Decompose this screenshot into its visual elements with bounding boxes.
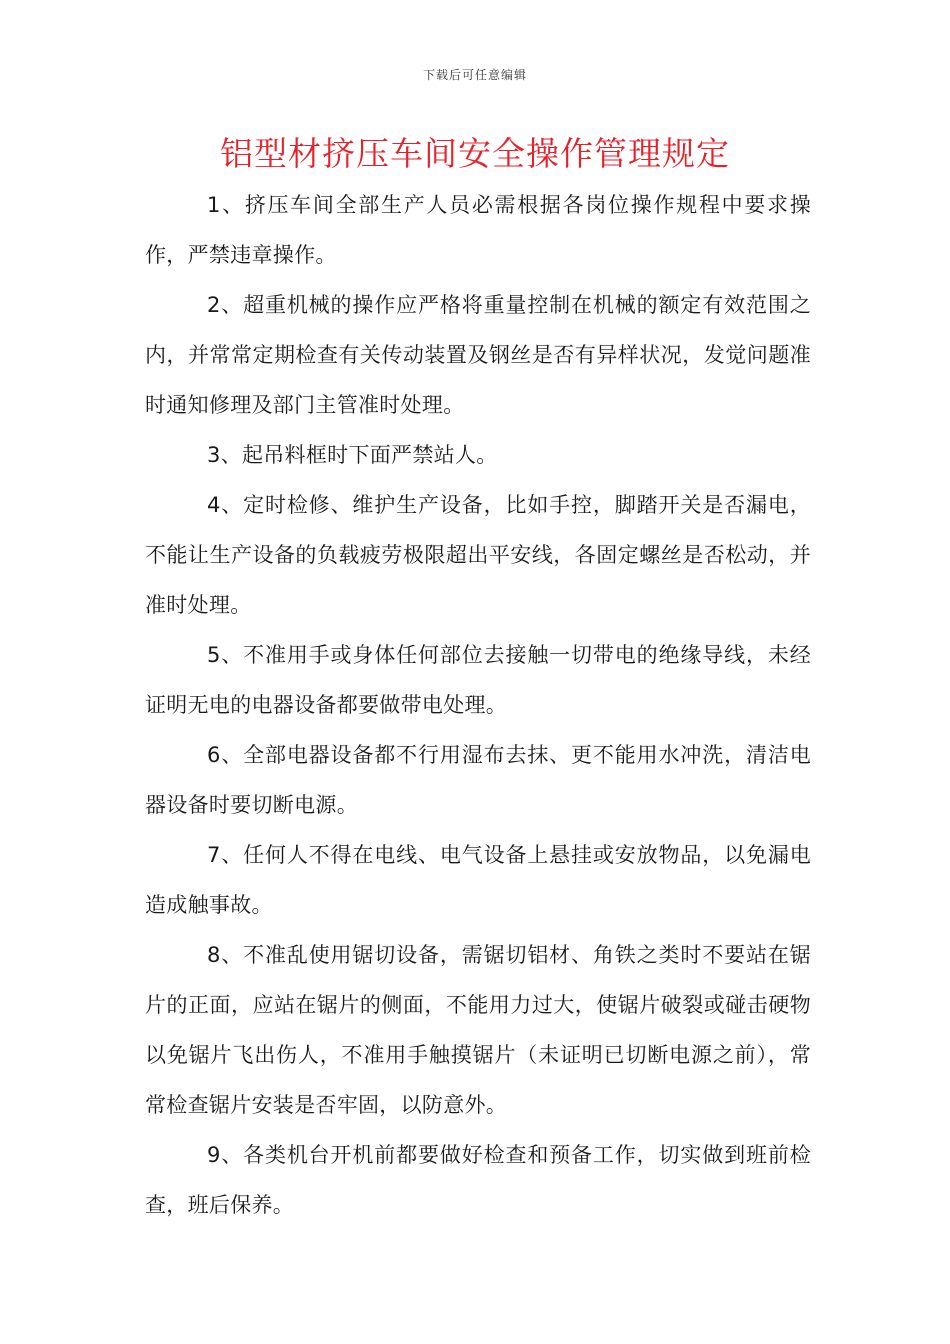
- regulation-item-6: 6、全部电器设备都不行用湿布去抹、更不能用水冲洗，清洁电器设备时要切断电源。: [145, 743, 811, 817]
- regulation-body: [145, 180, 811, 1230]
- regulation-item-7: 7、任何人不得在电线、电气设备上悬挂或安放物品，以免漏电造成触事故。: [145, 843, 811, 917]
- regulation-item-8: 8、不准乱使用锯切设备，需锯切铝材、角铁之类时不要站在锯片的正面，应站在锯片的侧面，不能用力过大，使锯片破裂或碰击硬物以免锯片飞出伤人，不准用手触摸锯片（未证明已切断电源之前），常常检查锯片安装是否牢固，以防意外。: [145, 943, 811, 1117]
- regulation-item-2: 2、超重机械的操作应严格将重量控制在机械的额定有效范围之内，并常常定期检查有关传动装置及钢丝是否有异样状况，发觉问题准时通知修理及部门主管准时处理。: [145, 293, 811, 417]
- regulation-item-4: 4、定时检修、维护生产设备，比如手控，脚踏开关是否漏电，不能让生产设备的负载疲劳极限超出平安线，各固定螺丝是否松动，并准时处理。: [145, 493, 811, 617]
- regulation-item-1: 1、挤压车间全部生产人员必需根据各岗位操作规程中要求操作，严禁违章操作。: [145, 193, 811, 267]
- document-title: 铝型材挤压车间安全操作管理规定: [220, 134, 730, 173]
- regulation-item-5: 5、不准用手或身体任何部位去接触一切带电的绝缘导线，未经证明无电的电器设备都要做带电处理。: [145, 643, 811, 717]
- editable-note: 下载后可任意编辑: [422, 68, 527, 82]
- regulation-item-3: 3、起吊料框时下面严禁站人。: [207, 443, 498, 467]
- regulation-item-9: 9、各类机台开机前都要做好检查和预备工作，切实做到班前检查，班后保养。: [145, 1143, 811, 1217]
